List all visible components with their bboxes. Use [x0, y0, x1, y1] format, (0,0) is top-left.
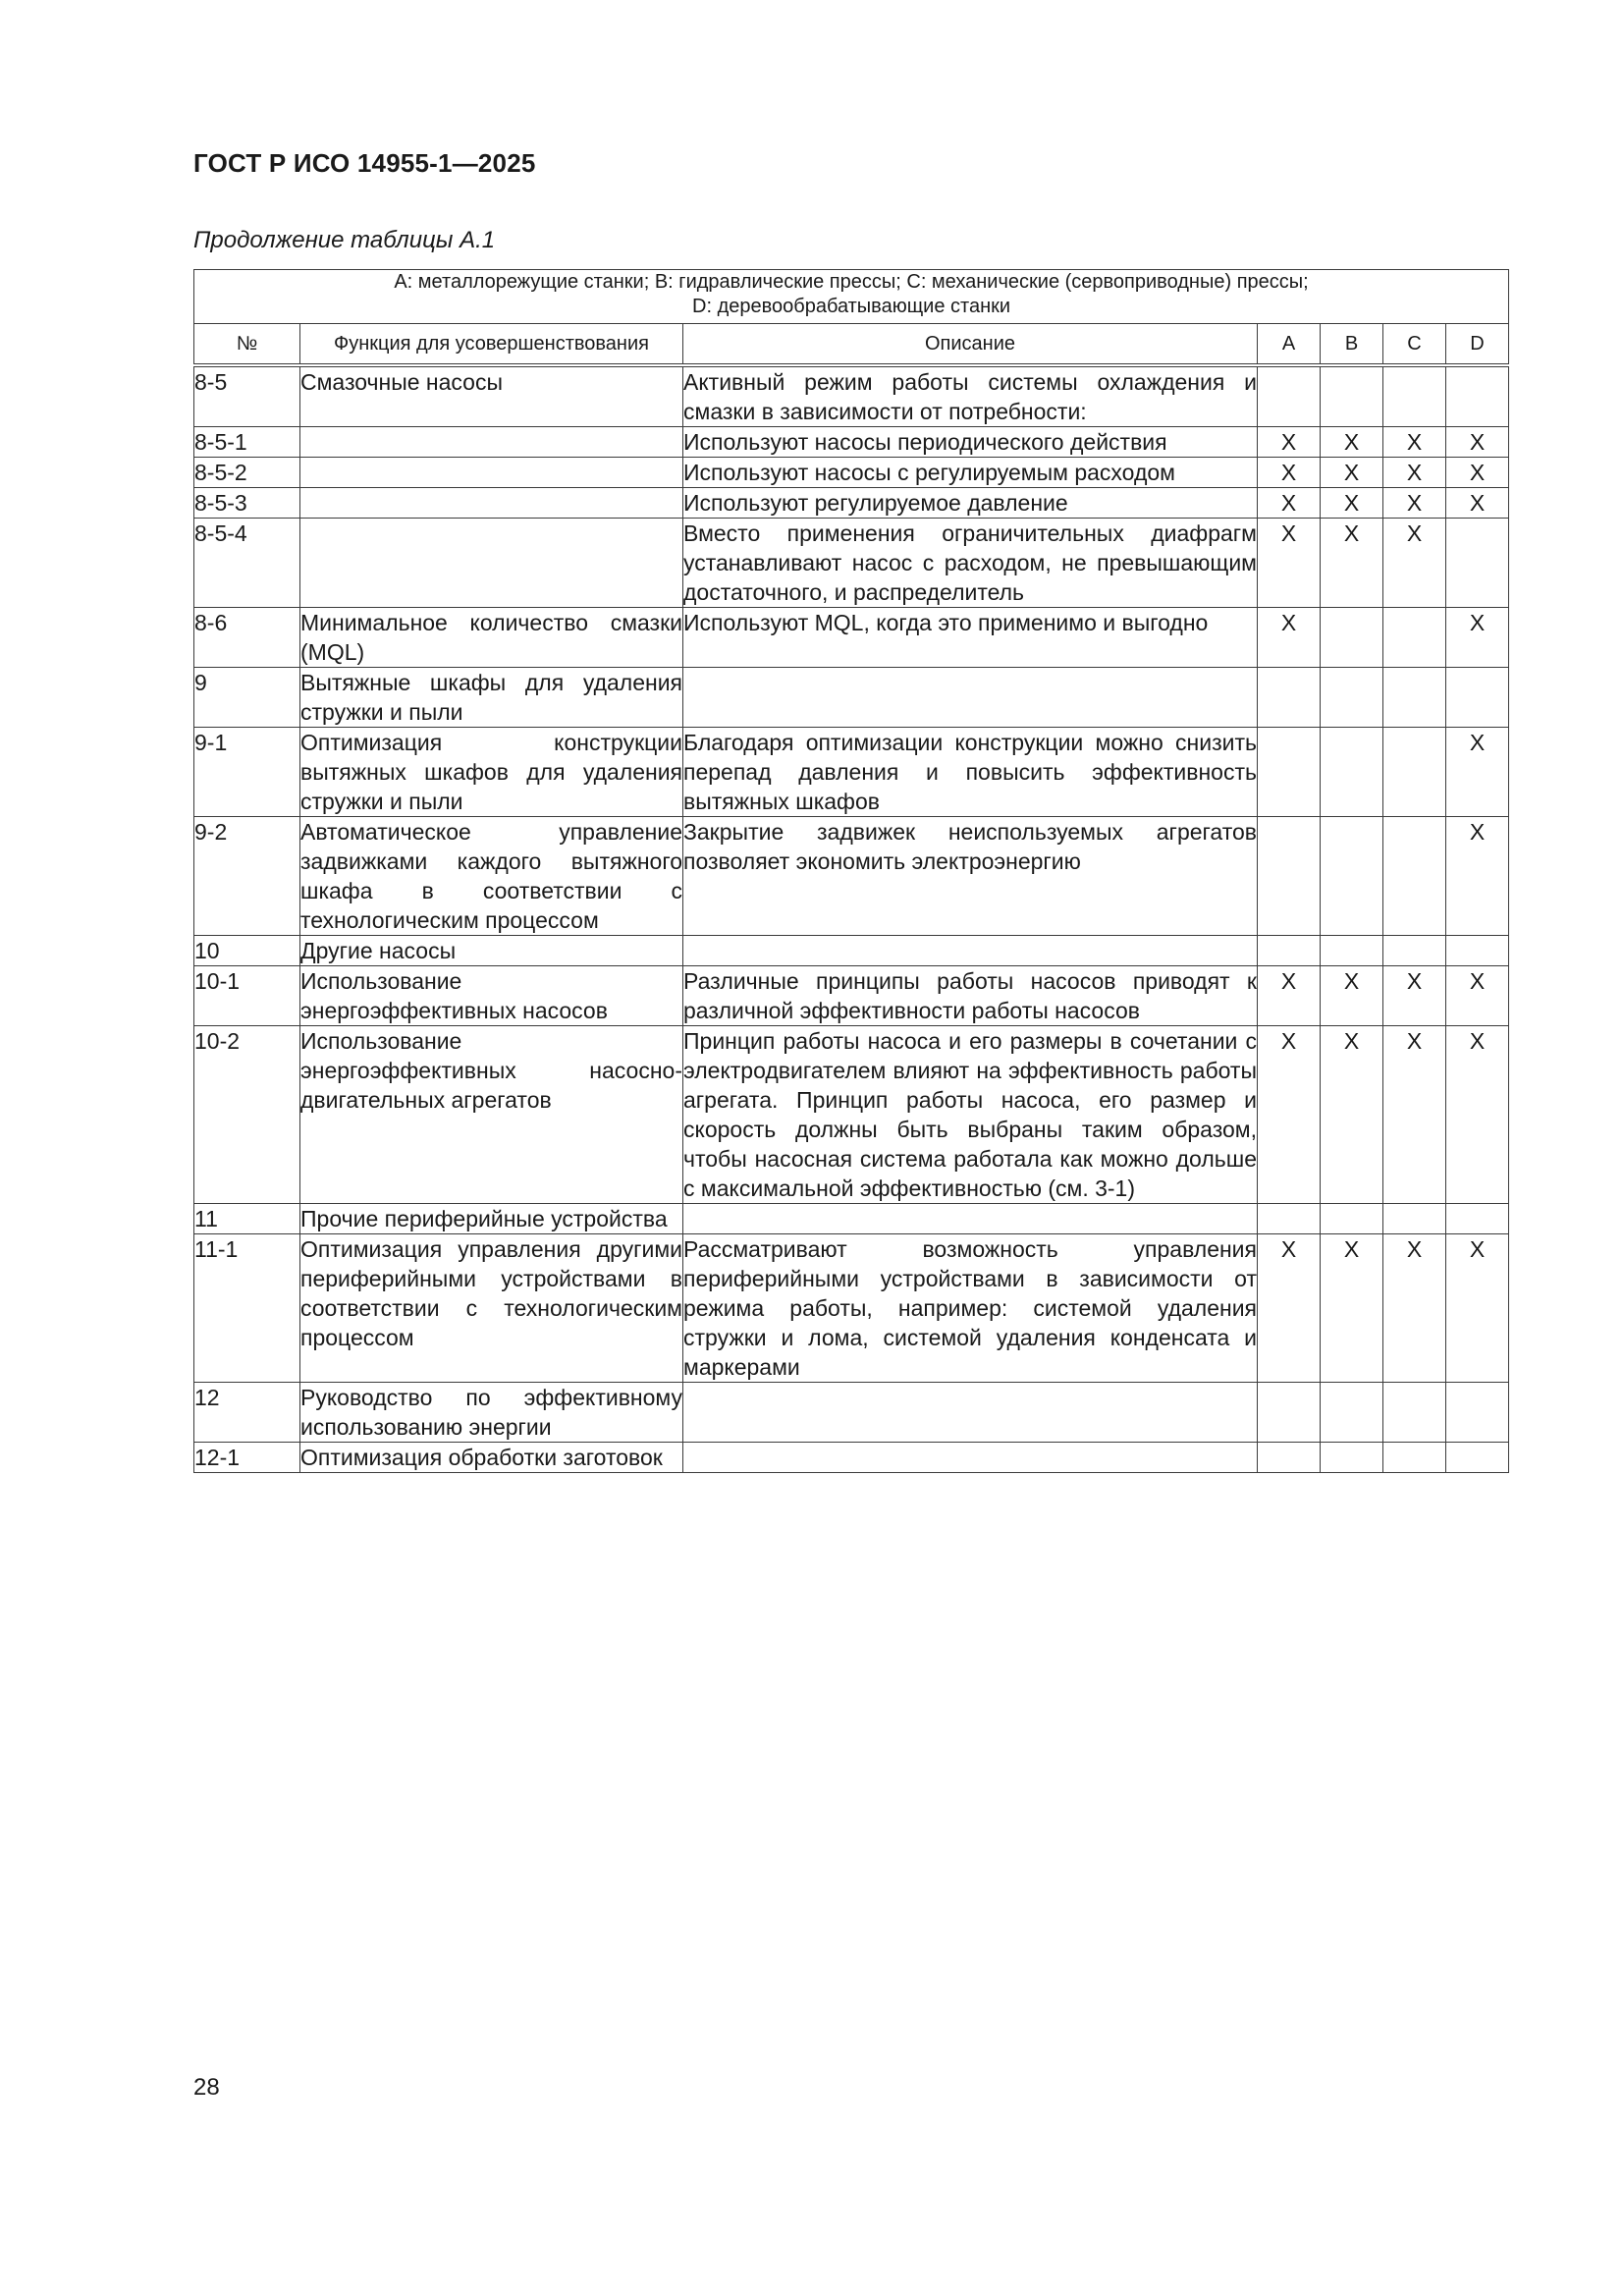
cell-description: Используют регулируемое давление [683, 488, 1258, 519]
cell-function [300, 427, 683, 458]
cell-mark-a: X [1258, 1234, 1321, 1383]
cell-description: Закрытие задвижек неиспользуемых агрегатов позволяет экономить электроэнергию [683, 817, 1258, 936]
cell-description [683, 1383, 1258, 1443]
cell-mark-c [1383, 1204, 1446, 1234]
cell-function: Автоматическое управление задвижками каждого вытяжного шкафа в соответствии с технологическим процессом [300, 817, 683, 936]
requirements-table [193, 269, 1509, 1473]
cell-mark-c [1383, 1443, 1446, 1473]
column-header-row [194, 324, 1509, 366]
cell-description: Используют насосы периодического действия [683, 427, 1258, 458]
cell-function: Использование энергоэффективных насосно-двигательных агрегатов [300, 1026, 683, 1204]
cell-mark-d: X [1446, 966, 1509, 1026]
cell-function: Вытяжные шкафы для удаления стружки и пыли [300, 668, 683, 728]
cell-mark-a [1258, 1204, 1321, 1234]
legend-line: А: металлорежущие станки; В: гидравлические прессы; С: механические (сервоприводные) прессы; [394, 271, 1309, 293]
table-row [194, 817, 1509, 936]
cell-mark-b: X [1321, 519, 1383, 608]
cell-mark-d: X [1446, 1026, 1509, 1204]
cell-mark-b: X [1321, 966, 1383, 1026]
cell-mark-c: X [1383, 1234, 1446, 1383]
cell-mark-d: X [1446, 608, 1509, 668]
cell-function: Прочие периферийные устройства [300, 1204, 683, 1234]
cell-function [300, 488, 683, 519]
cell-mark-d: X [1446, 427, 1509, 458]
table-row [194, 458, 1509, 488]
cell-number: 10 [194, 936, 300, 966]
cell-mark-b [1321, 1443, 1383, 1473]
cell-description: Используют насосы с регулируемым расходом [683, 458, 1258, 488]
cell-description: Вместо применения ограничительных диафрагм устанавливают насос с расходом, не превышающим достаточного, и распределитель [683, 519, 1258, 608]
legend-cell [194, 270, 1509, 324]
page-number: 28 [193, 2074, 220, 2101]
cell-number: 8-5-4 [194, 519, 300, 608]
cell-description: Различные принципы работы насосов приводят к различной эффективности работы насосов [683, 966, 1258, 1026]
column-header-c: С [1383, 324, 1446, 366]
cell-description [683, 936, 1258, 966]
cell-mark-d [1446, 668, 1509, 728]
cell-mark-a: X [1258, 458, 1321, 488]
cell-mark-d: X [1446, 488, 1509, 519]
cell-mark-b [1321, 608, 1383, 668]
cell-mark-a [1258, 817, 1321, 936]
cell-mark-d: X [1446, 728, 1509, 817]
table-row [194, 936, 1509, 966]
table-row [194, 488, 1509, 519]
table-row [194, 519, 1509, 608]
cell-mark-c [1383, 608, 1446, 668]
cell-description: Активный режим работы системы охлаждения и смазки в зависимости от потребности: [683, 365, 1258, 427]
cell-mark-c [1383, 817, 1446, 936]
cell-mark-b [1321, 1204, 1383, 1234]
table-row [194, 1204, 1509, 1234]
cell-mark-d [1446, 936, 1509, 966]
cell-description [683, 1443, 1258, 1473]
cell-function: Руководство по эффективному использованию энергии [300, 1383, 683, 1443]
cell-mark-d [1446, 365, 1509, 427]
cell-description [683, 1204, 1258, 1234]
cell-mark-b [1321, 817, 1383, 936]
cell-number: 9 [194, 668, 300, 728]
table-row [194, 966, 1509, 1026]
cell-number: 12 [194, 1383, 300, 1443]
column-header-function: Функция для усовершенствования [300, 324, 683, 366]
cell-function [300, 519, 683, 608]
cell-number: 8-5-1 [194, 427, 300, 458]
cell-mark-b [1321, 668, 1383, 728]
cell-function: Оптимизация управления другими периферийными устройствами в соответствии с технологическим процессом [300, 1234, 683, 1383]
column-header-a: А [1258, 324, 1321, 366]
cell-mark-d [1446, 1443, 1509, 1473]
cell-function [300, 458, 683, 488]
cell-mark-c [1383, 668, 1446, 728]
cell-mark-a: X [1258, 488, 1321, 519]
cell-mark-a: X [1258, 1026, 1321, 1204]
cell-function: Оптимизация конструкции вытяжных шкафов для удаления стружки и пыли [300, 728, 683, 817]
cell-mark-a: X [1258, 608, 1321, 668]
table-row [194, 365, 1509, 427]
cell-mark-c: X [1383, 1026, 1446, 1204]
cell-mark-d [1446, 1383, 1509, 1443]
cell-function: Другие насосы [300, 936, 683, 966]
table-row [194, 1383, 1509, 1443]
legend-row [194, 270, 1509, 324]
table-row [194, 1234, 1509, 1383]
cell-function: Смазочные насосы [300, 365, 683, 427]
cell-number: 8-5 [194, 365, 300, 427]
table-row [194, 1026, 1509, 1204]
cell-mark-c: X [1383, 458, 1446, 488]
cell-number: 9-2 [194, 817, 300, 936]
cell-description: Благодаря оптимизации конструкции можно снизить перепад давления и повысить эффективность вытяжных шкафов [683, 728, 1258, 817]
cell-function: Минимальное количество смазки (MQL) [300, 608, 683, 668]
cell-number: 9-1 [194, 728, 300, 817]
cell-mark-a [1258, 936, 1321, 966]
table-row [194, 1443, 1509, 1473]
table-row [194, 668, 1509, 728]
legend-line: D: деревообрабатывающие станки [692, 296, 1011, 317]
table-caption: Продолжение таблицы А.1 [193, 227, 496, 253]
cell-mark-c: X [1383, 488, 1446, 519]
cell-number: 8-5-3 [194, 488, 300, 519]
column-header-num: № [194, 324, 300, 366]
cell-mark-a [1258, 1443, 1321, 1473]
cell-number: 12-1 [194, 1443, 300, 1473]
cell-mark-c [1383, 728, 1446, 817]
cell-mark-c [1383, 1383, 1446, 1443]
cell-mark-c: X [1383, 519, 1446, 608]
cell-mark-c [1383, 365, 1446, 427]
cell-number: 10-1 [194, 966, 300, 1026]
cell-mark-d [1446, 519, 1509, 608]
cell-mark-d [1446, 1204, 1509, 1234]
table-row [194, 728, 1509, 817]
cell-number: 11-1 [194, 1234, 300, 1383]
column-header-d: D [1446, 324, 1509, 366]
cell-mark-c: X [1383, 427, 1446, 458]
cell-number: 8-5-2 [194, 458, 300, 488]
cell-mark-b [1321, 936, 1383, 966]
cell-mark-a [1258, 365, 1321, 427]
cell-mark-c [1383, 936, 1446, 966]
cell-description [683, 668, 1258, 728]
cell-mark-b: X [1321, 1026, 1383, 1204]
document-header: ГОСТ Р ИСО 14955-1—2025 [193, 148, 536, 178]
cell-mark-b: X [1321, 458, 1383, 488]
cell-number: 8-6 [194, 608, 300, 668]
column-header-b: В [1321, 324, 1383, 366]
cell-description: Рассматривают возможность управления периферийными устройствами в зависимости от режима работы, например: системой удаления стружки и лома, системой удаления конденсата и маркерами [683, 1234, 1258, 1383]
cell-mark-b [1321, 1383, 1383, 1443]
cell-mark-a [1258, 1383, 1321, 1443]
cell-mark-a [1258, 728, 1321, 817]
cell-number: 10-2 [194, 1026, 300, 1204]
cell-mark-d: X [1446, 817, 1509, 936]
cell-mark-a: X [1258, 427, 1321, 458]
cell-mark-b: X [1321, 427, 1383, 458]
cell-function: Использование энергоэффективных насосов [300, 966, 683, 1026]
cell-mark-a: X [1258, 966, 1321, 1026]
cell-mark-b: X [1321, 488, 1383, 519]
cell-number: 11 [194, 1204, 300, 1234]
cell-mark-b: X [1321, 1234, 1383, 1383]
cell-mark-d: X [1446, 458, 1509, 488]
cell-mark-c: X [1383, 966, 1446, 1026]
cell-description: Используют MQL, когда это применимо и выгодно [683, 608, 1258, 668]
column-header-description: Описание [683, 324, 1258, 366]
cell-mark-a: X [1258, 519, 1321, 608]
table-row [194, 608, 1509, 668]
cell-function: Оптимизация обработки заготовок [300, 1443, 683, 1473]
cell-mark-a [1258, 668, 1321, 728]
cell-mark-d: X [1446, 1234, 1509, 1383]
cell-mark-b [1321, 728, 1383, 817]
cell-mark-b [1321, 365, 1383, 427]
table-row [194, 427, 1509, 458]
cell-description: Принцип работы насоса и его размеры в сочетании с электродвигателем влияют на эффективность работы агрегата. Принцип работы насоса, его размер и скорость должны быть выбраны таким образом, чтобы насосная система работала как можно дольше с максимальной эффективностью (см. 3-1) [683, 1026, 1258, 1204]
